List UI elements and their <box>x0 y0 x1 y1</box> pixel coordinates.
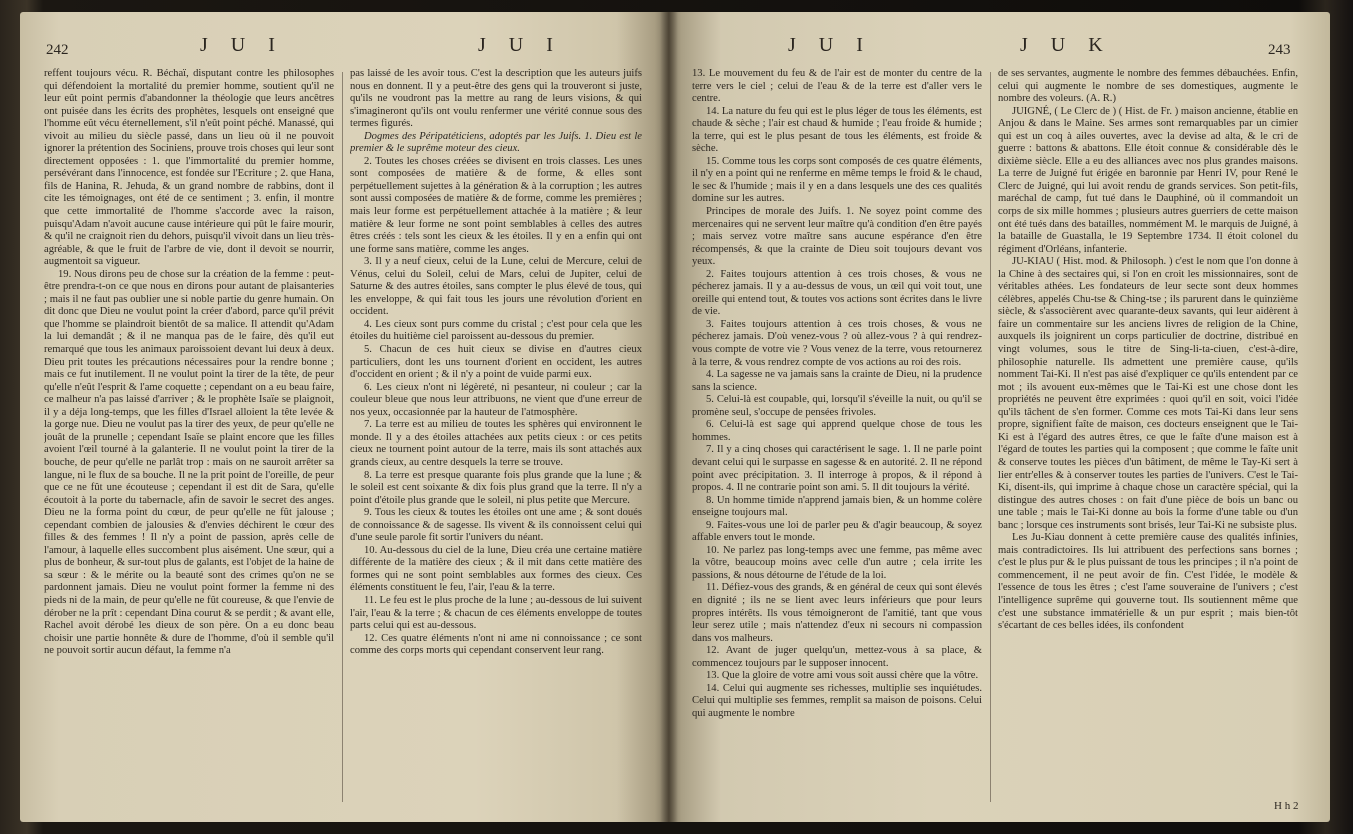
text-column-2 <box>998 68 1298 808</box>
paragraph: 14. La nature du feu qui est le plus léger de tous les éléments, est chaude & sèche ; l'air est chaud & humide ; l'eau froide & humide ; la terre, qui est le plus pesant de tous les éléments, est froide & sèche. <box>692 105 982 155</box>
paragraph: 13. Que la gloire de votre ami vous soit aussi chère que la vôtre. <box>706 670 979 682</box>
paragraph: 7. La terre est au milieu de toutes les sphères qui environnent le monde. Il y a des étoiles attachées aux petits cieux : or ces petits cieux ne tournent point autour de la terre, mais ils sont attachés aux grands cieux, au centre desquels la terre se trouve. <box>350 419 642 468</box>
paragraph: 3. Il y a neuf cieux, celui de la Lune, celui de Mercure, celui de Vénus, celui du Soleil, celui de Mars, celui de Jupiter, celui de Saturne & des autres étoiles, sans compter le plus élevé de tous, qui les enveloppe, & qui fait tous les jours une révolution d'orient en occident. <box>350 256 642 318</box>
paragraph: 6. Celui-là est sage qui apprend quelque chose de tous les hommes. <box>692 419 982 443</box>
running-head: J U I <box>478 34 562 56</box>
page-number: 243 <box>1268 42 1291 58</box>
article-juigne: JUIGNÉ, ( Le Clerc de ) ( Hist. de Fr. ) maison ancienne, établie en Anjou & dans le Maine. Ses armes sont remarquables par un cimier qui est un coq à ailes ouvertes, avec la devise ad alta, & le cri de guerre : battons & abattons. Elle étoit connue & considérable dès le dixième siècle. Elle a eu des alliances avec nos plus grandes maisons. La terre de Juigné fut érigée en baronnie par Henri IV, pour René le Clerc de Juigné, qui lui avoit rendu de grands services. Son petit-fils, maréchal de camp, fut tué dans le Dauphiné, où il commandoit un corps de six mille hommes ; plusieurs autres guerriers de cette maison ont été tués dans des batailles, nommément M. le marquis de Juigné, à la bataille de Guastalla, le 19 Septembre 1734. Il étoit colonel du régiment d'Orléans, infanterie. <box>998 105 1298 255</box>
running-head: J U I <box>200 34 284 56</box>
paragraph: 14. Celui qui augmente ses richesses, multiplie ses inquiétudes. Celui qui multiplie ses femmes, remplit sa maison de poisons. Celui qui augmente le nombre <box>692 682 982 719</box>
paragraph: Principes de morale des Juifs. 1. Ne soyez point comme des mercenaires qui ne servent leur maître qu'à condition d'en être payés ; mais servez votre maître sans aucune espérance d'en être récompensés, & que la crainte de Dieu soit toujours devant vos yeux. <box>692 206 982 268</box>
paragraph: reffent toujours vécu. R. Béchaï, disputant contre les philosophes qui défendoient la mortalité du premier homme, soutient qu'il ne leur eût point permis d'abandonner la théologie que leurs ancêtres ont puisée dans les écrits des prophètes, lesquels ont enseigné que l'homme eût vécu éternellement, s'il n'eût point péché. Manassé, qui vivoit au milieu du siècle passé, dans un lieu où il ne pouvoit ignorer la prétention des Sociniens, prouve trois choses qui leur sont directement opposées : 1. que l'immortalité du premier homme, persévérant dans l'innocence, est fondée sur l'Ecriture ; 2. que Hana, fils de Hanina, R. Jehuda, & un grand nombre de rabbins, dont il cite les témoignages, ont été de ce sentiment ; 3. enfin, il montre que cette immortalité de l'homme s'accorde avec la raison, puisqu'Adam n'avoit aucune cause intérieure qui pût le faire mourir, & qu'il ne craignoit rien du dehors, puisqu'il vivoit dans un lieu très-agréable, & que le fruit de l'arbre de vie, dont il devoit se nourrir, augmentoit sa vigueur. <box>44 68 334 268</box>
column-divider <box>342 72 343 802</box>
paragraph: 3. Faites toujours attention à ces trois choses, & vous ne pécherez jamais. D'où venez-vous ? où allez-vous ? à qui rendrez-vous compte de votre vie ? Vous venez de la terre, vous retournerez à la terre, & vous rendrez compte de vos actions au roi des rois. <box>692 318 982 368</box>
text-column-1 <box>692 68 982 808</box>
paragraph: 5. Celui-là est coupable, qui, lorsqu'il s'éveille la nuit, ou qu'il se promène seul, s'occupe de pensées frivoles. <box>692 394 982 418</box>
article-ju-kiau: JU-KIAU ( Hist. mod. & Philosoph. ) c'est le nom que l'on donne à la Chine à des sectaires qui, si l'on en croit les missionnaires, sont de véritables athées. Les fondateurs de leur secte sont deux hommes célèbres, appelés Chu-tse & Ching-tse ; ils parurent dans le quinzième siècle, & s'associèrent avec quarante-deux savants, qui leur aidèrent à faire un commentaire sur les anciens livres de religion de la Chine, auxquels ils joignirent un corps particulier de doctrine, distribué en vingt volumes, sous le titre de Sing-li-ta-ciuen, c'est-à-dire, philosophie naturelle. Ils admettent une première cause, qu'ils nomment Tai-Ki. Il n'est pas aisé d'expliquer ce qu'ils entendent par ce mot ; ils avouent eux-mêmes que le Tai-Ki est une chose dont les propriétés ne peuvent être exprimées : quoi qu'il en soit, voici l'idée qu'ils tâchent de s'en former. Comme ces mots Tai-Ki dans leur sens propre, signifient faîte de maison, ces docteurs enseignent que le Tai-Ki est à l'égard des autres êtres, ce que le faîte d'une maison est à l'égard de toutes les parties qui la composent ; que comme le faîte unit & conserve toutes les pièces d'un bâtiment, de même le Tay-Ki sert à lier entr'elles & à conserver toutes les parties de l'univers. C'est le Tai-Ki, disent-ils, qui imprime à chaque chose un caractère spécial, qui la distingue des autres choses : on fait d'une pièce de bois un banc ou une table ; mais le Tai-Ki donne au bois la forme d'une table ou d'un banc ; lorsque ces instruments sont brisés, leur Tai-Ki ne subsiste plus. <box>998 256 1298 531</box>
running-head: J U I <box>788 34 872 56</box>
text-column-1 <box>44 68 334 808</box>
paragraph: 9. Faites-vous une loi de parler peu & d'agir beaucoup, & soyez affable envers tout le monde. <box>692 519 982 544</box>
paragraph: 5. Chacun de ces huit cieux se divise en d'autres cieux particuliers, dont les uns tournent d'orient en occident, les autres d'occident en orient ; & il n'y a point de vuide parmi eux. <box>350 344 642 381</box>
paragraph: 12. Ces quatre éléments n'ont ni ame ni connoissance ; ce sont comme des corps morts qui cependant conservent leur rang. <box>350 632 642 657</box>
paragraph: 6. Les cieux n'ont ni légèreté, ni pesanteur, ni couleur ; car la couleur bleue que nous leur attribuons, ne vient que d'une erreur de nos yeux, occasionnée par la hauteur de l'atmosphère. <box>350 381 642 418</box>
paragraph: Les Ju-Kiau donnent à cette première cause des qualités infinies, mais contradictoires. Ils lui attribuent des perfections sans bornes ; c'est le plus pur & le plus puissant de tous les principes ; il n'a point de commencement, il ne peut avoir de fin. C'est l'idée, le modèle & l'essence de tous les êtres ; c'est l'ame souveraine de l'univers ; c'est l'intelligence suprême qui gouverne tout. Ils soutiennent même que c'est une substance immatérielle & un pur esprit ; mais bien-tôt s'écartant de ces belles idées, ils confondent <box>998 532 1298 632</box>
paragraph: 8. La terre est presque quarante fois plus grande que la lune ; & le soleil est cent soixante & dix fois plus grand que la terre. Il n'y a point d'étoile plus grande que le soleil, ni plus petite que Mercure. <box>350 469 642 506</box>
paragraph: pas laissé de les avoir tous. C'est la description que les auteurs juifs nous en donnent. Il y a peut-être des gens qui la trouveront si juste, qu'ils ne voudront pas la mettre au rang de leurs visions, & qui s'imagineront qu'ils ont voulu renfermer une vérité connue sous des termes figurés. <box>350 68 642 130</box>
paragraph: 4. La sagesse ne va jamais sans la crainte de Dieu, ni la prudence sans la science. <box>692 369 982 393</box>
paragraph: de ses servantes, augmente le nombre des femmes débauchées. Enfin, celui qui augmente le nombre de ses domestiques, augmente le nombre des voleurs. (A. R.) <box>998 68 1298 105</box>
paragraph: 15. Comme tous les corps sont composés de ces quatre éléments, il n'y en a point qui ne renferme en même temps le froid & le chaud, le sec & l'humide ; mais il y en a dans lesquels une des ces qualités domine sur les autres. <box>692 155 982 205</box>
section-heading: Dogmes des Péripatéticiens, adoptés par les Juifs. 1. Dieu est le premier & le suprême moteur des cieux. <box>350 130 642 155</box>
paragraph: 12. Avant de juger quelqu'un, mettez-vous à sa place, & commencez toujours par le supposer innocent. <box>692 645 982 669</box>
right-page <box>668 12 1330 822</box>
paragraph: 11. Défiez-vous des grands, & en général de ceux qui sont élevés en dignité ; ils ne se lient avec leurs inférieurs que pour leurs propres intérêts. Ils vous témoigneront de l'amitié, tant que vous leur serez utile ; mais n'attendez d'eux ni secours ni compassion dans vos malheurs. <box>692 582 982 644</box>
page-number: 242 <box>46 42 69 58</box>
left-page <box>20 12 668 822</box>
running-head: J U K <box>1020 34 1112 56</box>
paragraph: 2. Toutes les choses créées se divisent en trois classes. Les unes sont composées de matière & de forme, & elles sont perpétuellement sujettes à la génération & à la corruption ; les autres sont aussi composées de matière & de forme, comme les premières ; mais leur forme est perpétuellement attachée à la matière ; & leur matière & leur forme ne sont point semblables à celles des autres êtres créés : tels sont les cieux & les étoiles. Il y en a enfin qui ont une forme sans matière, comme les anges. <box>350 155 642 255</box>
paragraph: 10. Au-dessous du ciel de la lune, Dieu créa une certaine matière différente de la matière des cieux ; & il mit dans cette matière des formes qui ne sont point semblables aux formes des cieux. Ces éléments constituent le feu, l'air, l'eau & la terre. <box>350 544 642 594</box>
paragraph: 19. Nous dirons peu de chose sur la création de la femme : peut-être prendra-t-on ce que nous en dirons pour autant de plaisanteries ; mais il ne faut pas oublier une si noble partie du genre humain. On dit donc que Dieu ne voulut point la créer d'abord, parce qu'il prévit que l'homme se plaindroit bientôt de sa malice. Il attendit qu'Adam la lui demandât ; & il ne manqua pas de le faire, dès qu'il eut remarqué que tous les animaux paroissoient devant lui deux à deux. Dieu prit toutes les précautions nécessaires pour la rendre bonne ; mais ce fut inutilement. Il ne voulut point la tirer de la tête, de peur qu'elle n'eût l'esprit & l'ame coquette ; cependant on a eu beau faire, ce malheur n'a pas laissé d'arriver ; & le prophète Isaïe se plaignoit, il y a déja long-temps, que les filles d'Israel alloient la tête levée & la gorge nue. Dieu ne voulut pas la tirer des yeux, de peur qu'elle ne jouât de la prunelle ; cependant Isaïe se plaint encore que les filles avoient l'œil tourné à la galanterie. Il ne voulut point la tirer de la bouche, de peur qu'elle ne parlât trop : mais on ne sauroit arrêter sa langue, ni le flux de sa bouche. Il ne la prit point de l'oreille, de peur que ce ne fût une écouteuse ; cependant il est dit de Sara, qu'elle écoutoit à la porte du tabernacle, afin de savoir le secret des anges. Dieu ne la forma point du cœur, de peur qu'elle ne fût jalouse ; cependant combien de jalousies & d'envies déchirent le cœur des filles & des femmes ! Il n'y a point de passion, après celle de l'amour, à laquelle elles succombent plus aisément. Une sœur, qui a plus de bonheur, & sur-tout plus de galants, est l'objet de la haine de sa sœur : & le mérite ou la beauté sont des crimes qu'on ne se pardonnent jamais. Dieu ne voulut point former la femme ni des pieds ni de la main, de peur qu'elle ne fût coureuse, & que l'envie de dérober ne la prît : cependant Dina courut & se perdit ; & avant elle, Rachel avoit dérobé les dieux de son père. On a eu donc beau choisir une partie honnête & dure de l'homme, d'où il semble qu'il ne pouvoit sortir aucun défaut, la femme n'a <box>44 268 334 657</box>
paragraph: 2. Faites toujours attention à ces trois choses, & vous ne pécherez jamais. Il y a au-dessus de vous, un œil qui voit tout, une oreille qui entend tout, & toutes vos actions sont écrites dans le livre de vie. <box>692 268 982 318</box>
text-column-2 <box>350 68 642 808</box>
paragraph: 11. Le feu est le plus proche de la lune ; au-dessous de lui suivent l'air, l'eau & la terre ; & chacun de ces éléments enveloppe de toutes parts celui qui est au-dessous. <box>350 594 642 632</box>
paragraph: 7. Il y a cinq choses qui caractérisent le sage. 1. Il ne parle point devant celui qui le surpasse en sagesse & en autorité. 2. Il ne répond point avec précipitation. 3. Il interroge à propos, & il répond à propos. 4. Il ne contrarie point son ami. 5. Il dit toujours la vérité. <box>692 444 982 494</box>
paragraph: 10. Ne parlez pas long-temps avec une femme, pas même avec la vôtre, beaucoup moins avec celle d'un autre ; cela irrite les passions, & nous détourne de l'étude de la loi. <box>692 544 982 581</box>
paragraph: 8. Un homme timide n'apprend jamais bien, & un homme colère enseigne toujours mal. <box>692 494 982 519</box>
paragraph: 13. Le mouvement du feu & de l'air est de monter du centre de la terre vers le ciel ; celui de l'eau & de la terre est d'aller vers le centre. <box>692 68 982 105</box>
paragraph: 9. Tous les cieux & toutes les étoiles ont une ame ; & sont doués de connoissance & de sagesse. Ils vivent & ils connoissent celui qui d'une seule parole fit sortir l'univers du néant. <box>350 507 642 544</box>
signature-mark: H h 2 <box>1274 800 1299 812</box>
column-divider <box>990 72 991 802</box>
paragraph: 4. Les cieux sont purs comme du cristal ; c'est pour cela que les étoiles du huitième ciel paroissent au-dessous du premier. <box>350 318 642 343</box>
